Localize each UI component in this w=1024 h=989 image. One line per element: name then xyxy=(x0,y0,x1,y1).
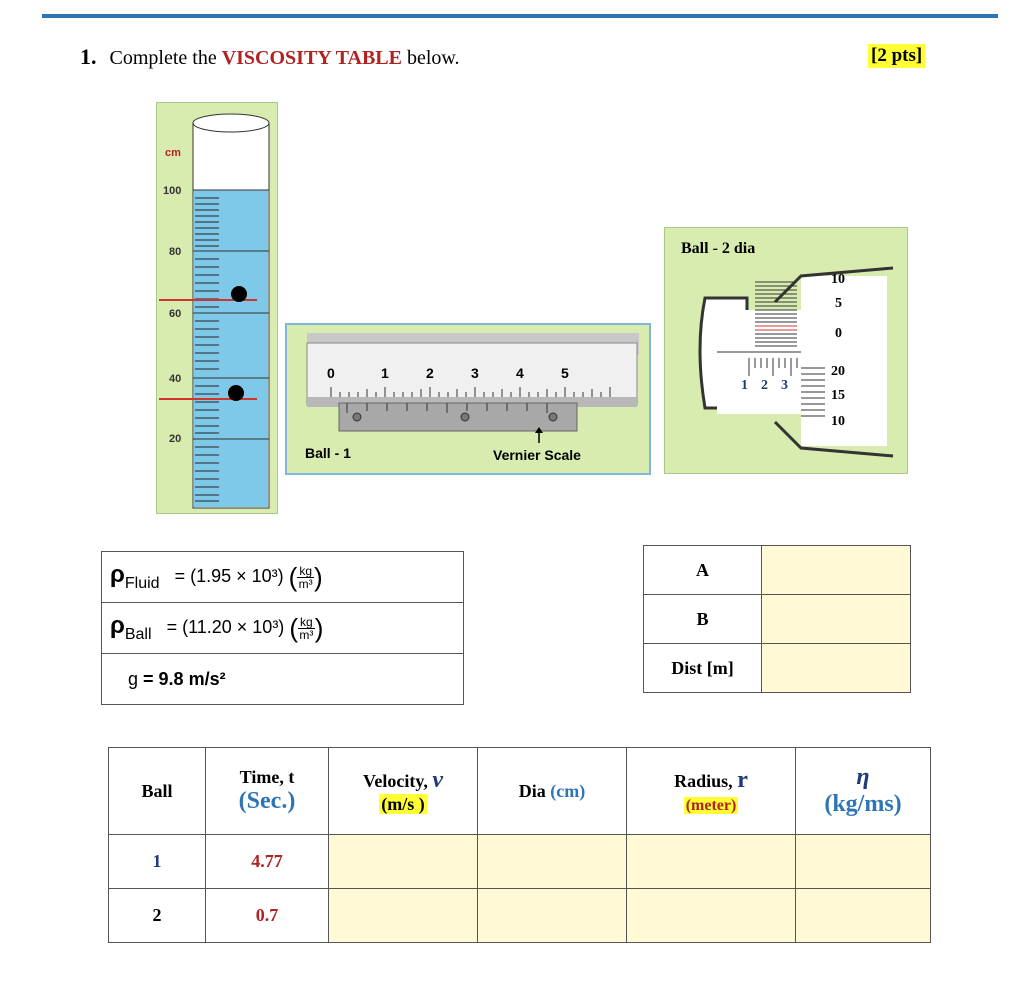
vernier-tick-1: 1 xyxy=(381,365,389,381)
distance-row-a xyxy=(644,546,911,595)
vernier-tick-4: 4 xyxy=(516,365,524,381)
vernier-tick-3: 3 xyxy=(471,365,479,381)
ball-marker-lower xyxy=(228,385,244,401)
points-badge: [2 pts] xyxy=(868,44,925,68)
micrometer-figure xyxy=(664,227,908,474)
table-row xyxy=(109,889,931,943)
rho-fluid-row: ρFluid = (1.95 × 10³) ( $\frac{kg}{\text{m³}}$) xyxy=(102,552,464,603)
rho-ball-value: = (11.20 × 10³) xyxy=(166,617,285,637)
vernier-tick-2: 2 xyxy=(426,365,434,381)
cylinder-drawing xyxy=(157,103,277,513)
top-rule xyxy=(42,14,998,18)
time-cell: 0.7 xyxy=(206,889,329,943)
radius-input[interactable] xyxy=(627,835,796,889)
question-line xyxy=(80,44,460,70)
radius-symbol: r xyxy=(737,767,748,793)
cylinder-tick-100: 100 xyxy=(163,185,182,197)
dia-input[interactable] xyxy=(478,835,627,889)
distance-row-b xyxy=(644,595,911,644)
rho-ball-sub: Ball xyxy=(124,626,152,643)
header-velocity-unit: (m/s ) xyxy=(381,794,425,814)
velocity-input[interactable] xyxy=(329,835,478,889)
micrometer-sleeve-1: 1 xyxy=(741,378,748,393)
vernier-tick-0: 0 xyxy=(327,365,335,381)
micrometer-thimble-10a: 10 xyxy=(831,272,845,287)
question-text-before: Complete the xyxy=(109,47,217,69)
vernier-caliper-figure xyxy=(285,323,651,475)
eta-symbol: η xyxy=(856,764,870,790)
cylinder-tick-80: 80 xyxy=(169,246,182,258)
cylinder-tick-40: 40 xyxy=(169,373,182,385)
eta-input[interactable] xyxy=(796,889,931,943)
eta-input[interactable] xyxy=(796,835,931,889)
rho-fluid-value: = (1.95 × 10³) xyxy=(174,566,284,586)
vernier-ball-label: Ball - 1 xyxy=(305,445,351,461)
header-velocity: Velocity, v (m/s ) xyxy=(329,748,478,835)
header-dia: Dia (cm) xyxy=(478,748,627,835)
micrometer-title: Ball - 2 dia xyxy=(681,240,756,257)
constants-table xyxy=(101,551,464,705)
distance-label-a: A xyxy=(644,546,762,595)
cylinder-tick-60: 60 xyxy=(169,308,182,320)
header-eta-unit: (kg/ms) xyxy=(824,791,902,817)
cylinder-unit: cm xyxy=(165,147,181,159)
time-cell: 4.77 xyxy=(206,835,329,889)
rho-fluid-symbol: ρ xyxy=(110,561,125,588)
gravity-value: = 9.8 m/s² xyxy=(143,668,226,689)
micrometer-thimble-5: 5 xyxy=(835,296,842,311)
header-radius-unit: (meter) xyxy=(685,797,737,814)
distance-input-dist[interactable] xyxy=(762,644,911,693)
rho-ball-unit: $\frac{kg}{\text{m³}}$ xyxy=(299,614,314,642)
header-time: Time, t (Sec.) xyxy=(206,748,329,835)
velocity-input[interactable] xyxy=(329,889,478,943)
ball-marker-upper xyxy=(231,286,247,302)
gravity-row xyxy=(102,654,464,705)
header-radius: Radius, r (meter) xyxy=(627,748,796,835)
question-text-after: below. xyxy=(406,47,460,69)
distance-label-dist: Dist [m] xyxy=(644,644,762,693)
ball-cell: 1 xyxy=(109,835,206,889)
header-eta xyxy=(796,748,931,835)
micrometer-thimble-20: 20 xyxy=(831,364,845,379)
question-highlight: VISCOSITY TABLE xyxy=(221,47,402,69)
distance-row-dist xyxy=(644,644,911,693)
distance-label-b: B xyxy=(644,595,762,644)
vernier-scale-label: Vernier Scale xyxy=(493,447,581,463)
vernier-tick-5: 5 xyxy=(561,365,569,381)
radius-input[interactable] xyxy=(627,889,796,943)
cylinder-tick-20: 20 xyxy=(169,433,182,445)
header-dia-unit: (cm) xyxy=(550,780,586,801)
rho-ball-symbol: ρ xyxy=(110,612,125,639)
rho-ball-row: ρBall = (11.20 × 10³) ( $\frac{kg}{\text{m³}}$) xyxy=(102,603,464,654)
rho-fluid-unit: $\frac{kg}{\text{m³}}$ xyxy=(298,563,313,591)
micrometer-thimble-15: 15 xyxy=(831,388,845,403)
micrometer-sleeve-3: 3 xyxy=(781,378,788,393)
distance-table xyxy=(643,545,911,693)
rho-fluid-sub: Fluid xyxy=(124,575,160,592)
header-time-unit: (Sec.) xyxy=(238,788,296,814)
table-row xyxy=(109,835,931,889)
question-number: 1. xyxy=(80,44,97,69)
viscosity-header-row xyxy=(109,748,931,835)
micrometer-sleeve-2: 2 xyxy=(761,378,768,393)
header-ball: Ball xyxy=(109,748,206,835)
viscosity-table xyxy=(108,747,931,943)
velocity-symbol: v xyxy=(432,767,443,793)
distance-input-a[interactable] xyxy=(762,546,911,595)
micrometer-drawing xyxy=(665,228,907,473)
graduated-cylinder-figure xyxy=(156,102,278,514)
gravity-label: g xyxy=(128,668,139,689)
micrometer-thimble-10b: 10 xyxy=(831,414,845,429)
distance-input-b[interactable] xyxy=(762,595,911,644)
ball-cell: 2 xyxy=(109,889,206,943)
dia-input[interactable] xyxy=(478,889,627,943)
micrometer-thimble-0: 0 xyxy=(835,326,842,341)
